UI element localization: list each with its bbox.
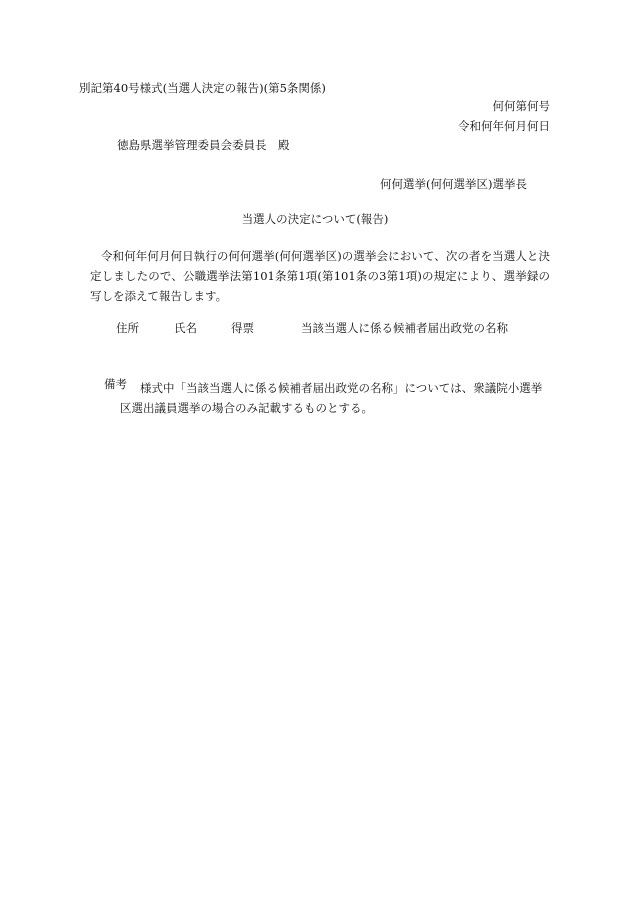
document-date: 令和何年何月何日 — [458, 119, 550, 133]
subject-title: 当選人の決定について(報告) — [241, 212, 389, 226]
column-header-votes: 得票 — [231, 321, 254, 335]
form-title: 別記第40号様式(当選人決定の報告)(第5条関係) — [79, 81, 326, 95]
table-header-row — [0, 323, 630, 337]
column-header-name: 氏名 — [174, 321, 197, 335]
column-header-party: 当該当選人に係る候補者届出政党の名称 — [301, 321, 508, 335]
addressee: 徳島県選挙管理委員会委員長 殿 — [117, 138, 290, 152]
note-label: 備考 — [104, 377, 127, 391]
sender: 何何選挙(何何選挙区)選挙長 — [380, 177, 527, 191]
document-number: 何何第何号 — [492, 99, 550, 113]
column-header-address: 住所 — [116, 321, 139, 335]
note-line-2: 区選出議員選挙の場合のみ記載するものとする。 — [120, 401, 373, 415]
note-text — [120, 378, 550, 418]
note-line-1: 様式中「当該当選人に係る候補者届出政党の名称」については、衆議院小選挙 — [140, 381, 543, 395]
body-paragraph: 令和何年何月何日執行の何何選挙(何何選挙区)の選挙会において、次の者を当選人と決定しましたので、公職選挙法第101条第1項(第101条の3第1項)の規定により、選挙録の写しを添えて報告します。 — [90, 249, 550, 303]
